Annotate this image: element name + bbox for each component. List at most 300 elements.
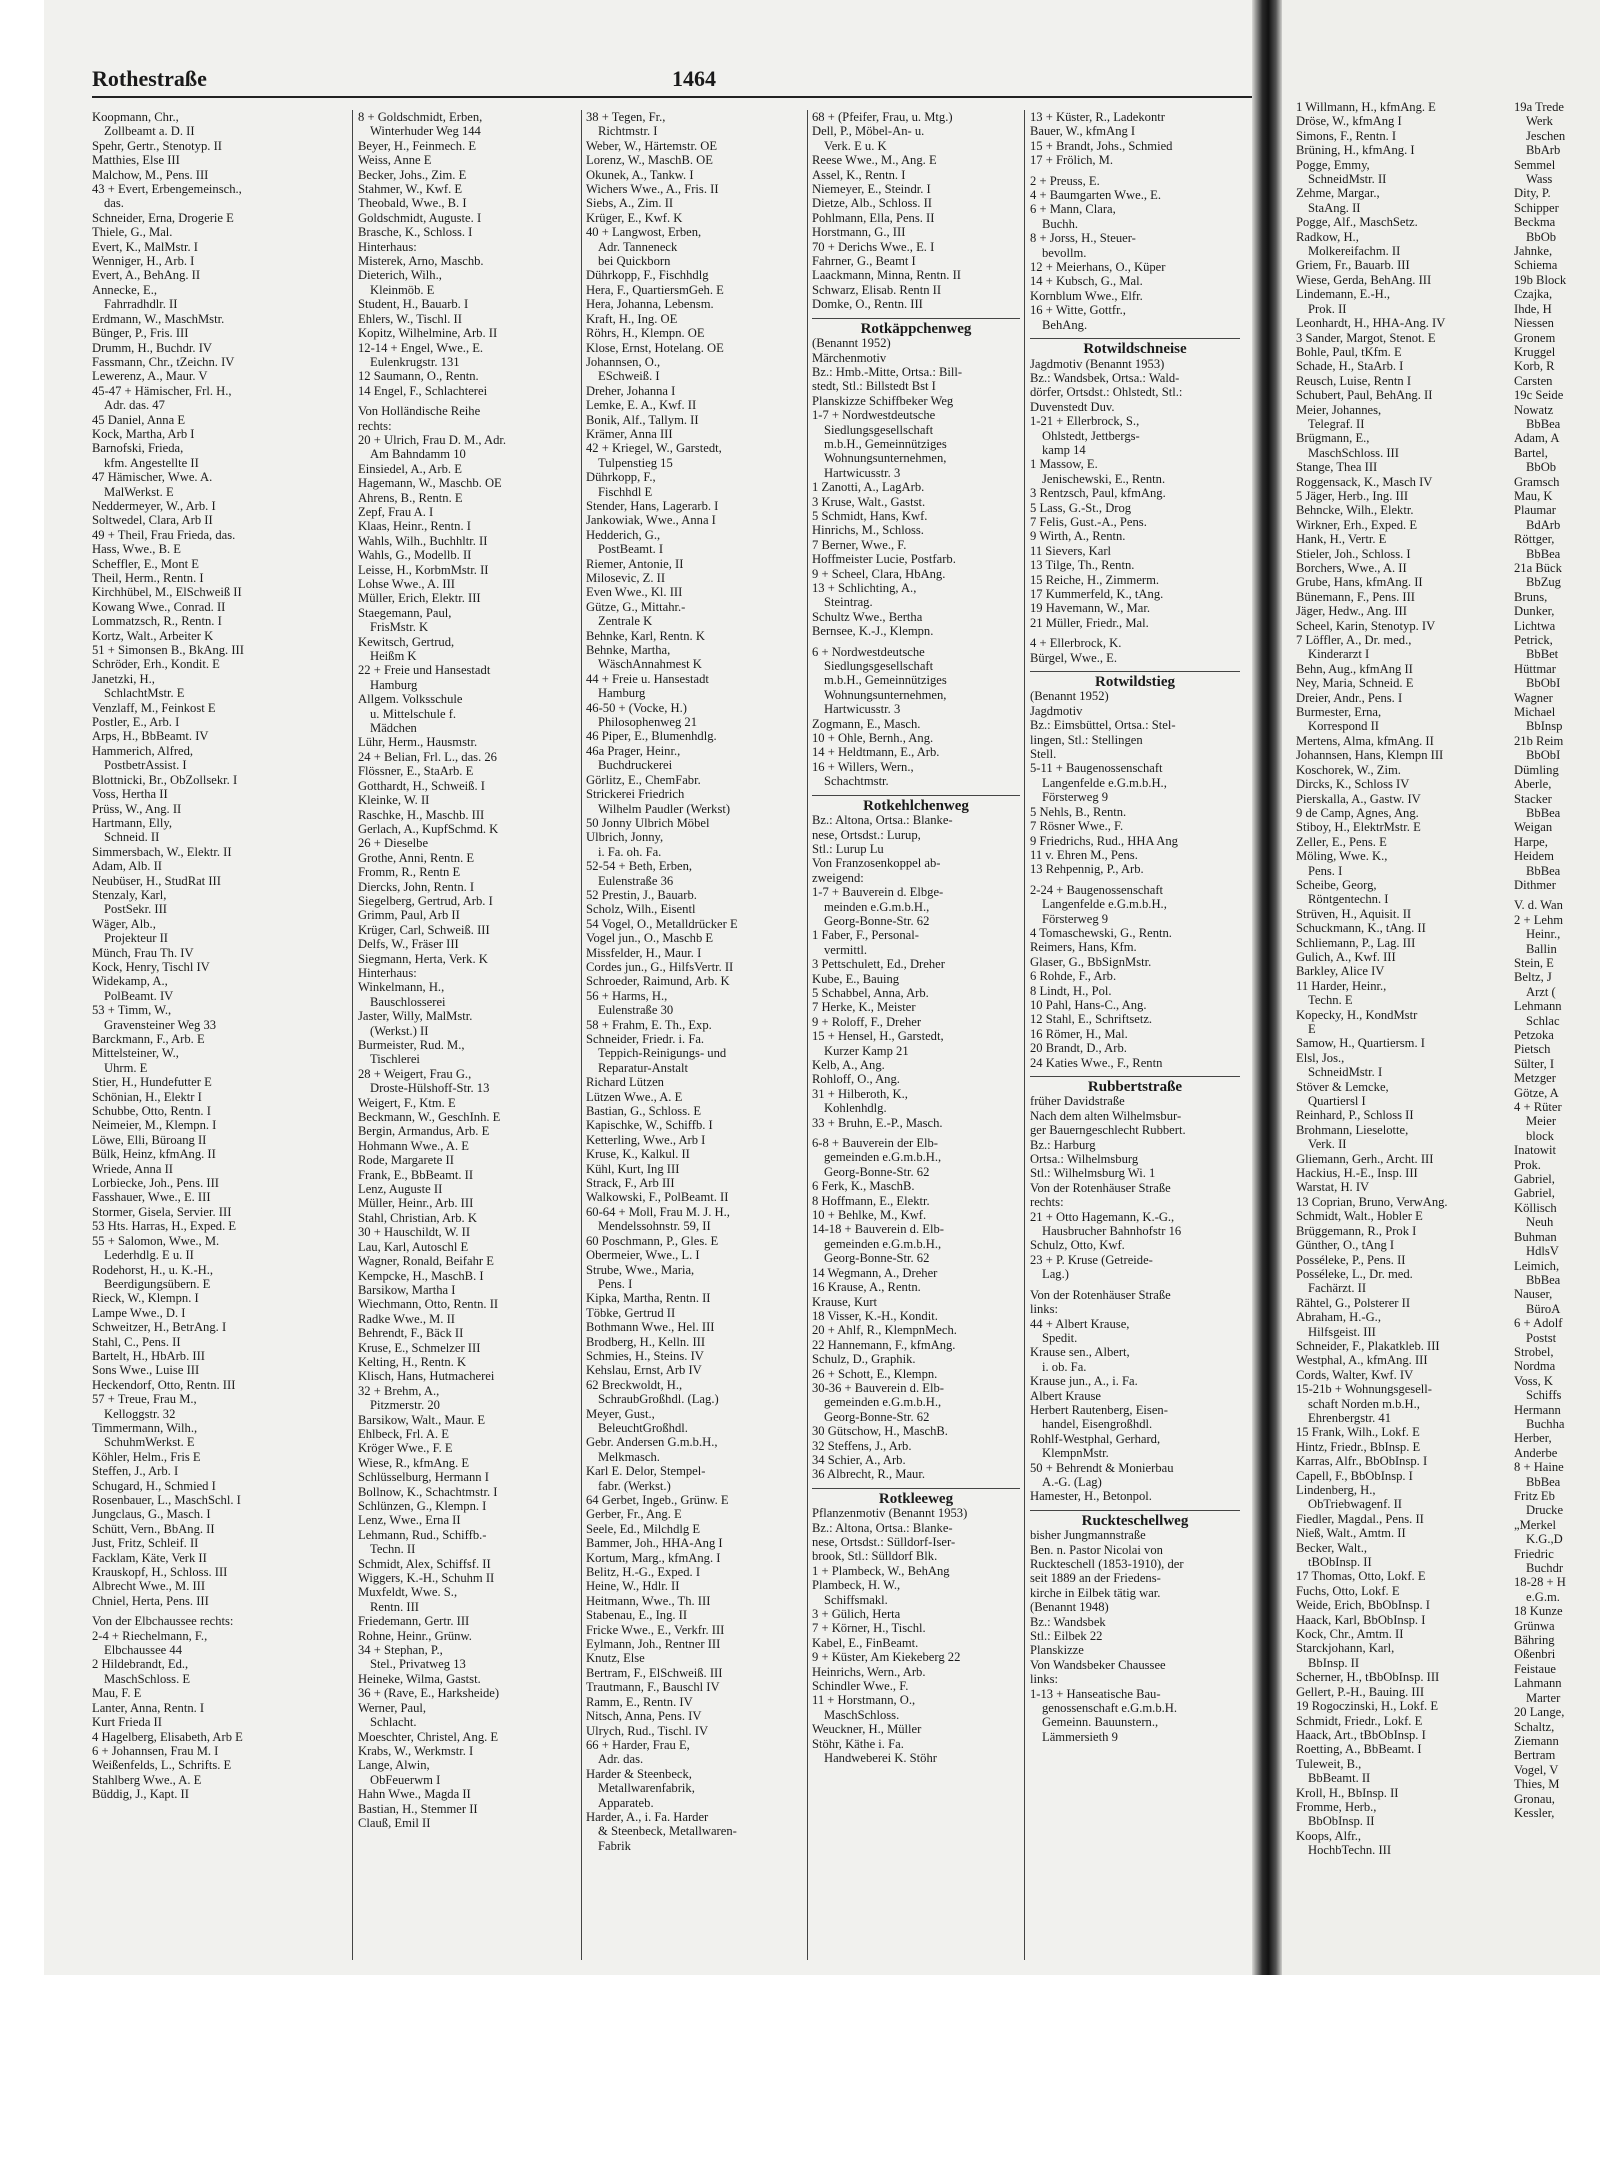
directory-entry: Röhrs, H., Klempn. OE — [586, 326, 705, 341]
directory-entry: Bertram — [1514, 1748, 1556, 1763]
directory-entry: Buchdr — [1526, 1561, 1564, 1576]
directory-entry: 4 + Rüter — [1514, 1100, 1562, 1115]
directory-entry: Neddermeyer, W., Arb. I — [92, 498, 216, 513]
directory-entry: Brasche, K., Schloss. I — [358, 225, 473, 240]
directory-entry: Verk. II — [1308, 1137, 1347, 1152]
directory-entry: Eulenkrugstr. 131 — [370, 354, 460, 369]
directory-entry: Petrick, — [1514, 633, 1553, 648]
column-3 — [586, 110, 804, 1960]
directory-entry: Anderbe — [1514, 1445, 1558, 1460]
directory-entry: Schulz, D., Graphik. — [812, 1352, 916, 1367]
directory-entry: Bernsee, K.-J., Klempn. — [812, 624, 934, 639]
directory-entry: K.G.,D — [1526, 1532, 1563, 1547]
directory-entry: kfm. Angestellte II — [104, 455, 199, 470]
directory-entry: 2-4 + Riechelmann, F., — [92, 1628, 208, 1643]
directory-entry: Roggensack, K., Masch IV — [1296, 474, 1433, 489]
directory-entry: BüroA — [1526, 1301, 1561, 1316]
directory-entry: Barkley, Alice IV — [1296, 964, 1385, 979]
directory-entry: 7 Rösner Wwe., F. — [1030, 819, 1124, 834]
directory-entry: Bähring — [1514, 1633, 1555, 1648]
directory-entry: Klaas, Heinr., Rentn. I — [358, 519, 471, 534]
directory-entry: Hartwicusstr. 3 — [824, 465, 901, 480]
directory-entry: 2-24 + Baugenossenschaft — [1030, 882, 1164, 897]
directory-entry: Nordma — [1514, 1359, 1556, 1374]
directory-entry: Zeller, E., Pens. E — [1296, 834, 1387, 849]
directory-entry: 18-28 + H — [1514, 1575, 1566, 1590]
directory-entry: Karras, Alfr., BbObInsp. I — [1296, 1454, 1428, 1469]
directory-entry: Leisse, H., KorbmMstr. II — [358, 562, 489, 577]
directory-entry: Nieß, Walt., Amtm. II — [1296, 1526, 1406, 1541]
directory-entry: Evert, K., MalMstr. I — [92, 239, 198, 254]
directory-entry: Stöver & Lemcke, — [1296, 1079, 1389, 1094]
directory-entry: Bz.: Altona, Ortsa.: Blanke- — [812, 1520, 953, 1535]
directory-entry: Brohmann, Lieselotte, — [1296, 1122, 1409, 1137]
directory-entry: 50 Jonny Ulbrich Möbel — [586, 815, 710, 830]
directory-entry: Lag.) — [1042, 1267, 1069, 1282]
directory-entry: Schmidt, Alex, Schiffsf. II — [358, 1556, 491, 1571]
directory-entry: Pens. I — [598, 1276, 633, 1291]
directory-entry: 34 Schier, A., Arb. — [812, 1452, 906, 1467]
directory-entry: V. d. Wan — [1514, 898, 1563, 913]
directory-entry: Werner, Paul, — [358, 1700, 427, 1715]
directory-entry: BeleuchtGroßhdl. — [598, 1420, 688, 1435]
directory-entry: Becker, Walt., — [1296, 1540, 1367, 1555]
directory-entry: Töbke, Gertrud II — [586, 1305, 676, 1320]
directory-entry: Scheibe, Georg, — [1296, 877, 1377, 892]
directory-entry: 19b Block — [1514, 272, 1567, 287]
directory-entry: Duvenstedt Duv. — [1030, 399, 1115, 414]
directory-entry: 42 + Kriegel, W., Garstedt, — [586, 441, 722, 456]
directory-entry: 2 Hildebrandt, Ed., — [92, 1657, 189, 1672]
directory-entry: Stl.: Lurup Lu — [812, 841, 884, 856]
column-5 — [1030, 110, 1240, 1960]
directory-entry: Reimers, Hans, Kfm. — [1030, 940, 1137, 955]
directory-entry: Staegemann, Paul, — [358, 605, 452, 620]
directory-entry: Schneider, Friedr. i. Fa. — [586, 1032, 705, 1046]
directory-entry: schaft Norden m.b.H., — [1308, 1396, 1420, 1411]
directory-entry: Stender, Hans, Lagerarb. I — [586, 498, 719, 513]
directory-entry: Fachärzt. II — [1308, 1281, 1367, 1296]
directory-entry: Hintz, Friedr., BbInsp. E — [1296, 1439, 1421, 1454]
directory-entry: 16 Krause, A., Rentn. — [812, 1280, 921, 1295]
directory-entry: KlempnMstr. — [1042, 1446, 1109, 1461]
directory-entry: 13 Tilge, Th., Rentn. — [1030, 558, 1135, 573]
directory-entry: Niessen — [1514, 316, 1554, 331]
directory-entry: Steintrag. — [824, 595, 873, 610]
directory-entry: Milosevic, Z. II — [586, 571, 666, 585]
directory-entry: Goldschmidt, Auguste. I — [358, 210, 482, 225]
directory-entry: bei Quickborn — [598, 254, 671, 269]
directory-entry: Am Bahndamm 10 — [370, 447, 466, 462]
directory-entry: Von Holländische Reihe — [358, 404, 481, 419]
directory-entry: Bürgel, Wwe., E. — [1030, 650, 1117, 665]
directory-entry: gemeinden e.G.m.b.H., — [824, 1150, 942, 1165]
directory-entry: Heidem — [1514, 849, 1554, 864]
directory-entry: Lederhdlg. E u. II — [104, 1248, 194, 1263]
directory-entry: Johannsen, Hans, Klempn III — [1296, 748, 1444, 763]
directory-entry: Brügmann, E., — [1296, 431, 1370, 446]
directory-entry: Albert Krause — [1030, 1388, 1101, 1403]
directory-entry: Lorenz, W., MaschB. OE — [586, 153, 713, 168]
directory-entry: MaschSchloss. III — [1308, 445, 1399, 460]
directory-entry: Jäger, Hedw., Ang. III — [1296, 604, 1407, 619]
directory-entry: Pohlmann, Ella, Pens. II — [812, 210, 935, 225]
directory-entry: PolBeamt. IV — [104, 988, 174, 1003]
directory-entry: Gulich, A., Kwf. III — [1296, 949, 1396, 964]
directory-entry: BbBea — [1526, 863, 1561, 878]
directory-entry: 15 + Hensel, H., Garstedt, — [812, 1029, 944, 1044]
directory-entry: Muxfeldt, Wwe. S., — [358, 1585, 458, 1600]
directory-entry: Jenischewski, E., Rentn. — [1042, 471, 1166, 486]
directory-entry: bevollm. — [1042, 245, 1087, 260]
directory-entry: 28 + Weigert, Frau G., — [358, 1066, 472, 1081]
directory-entry: 1 Zanotti, A., LagArb. — [812, 480, 925, 495]
directory-entry: Wenniger, H., Arb. I — [92, 254, 195, 269]
directory-entry: 16 Römer, H., Mal. — [1030, 1026, 1128, 1041]
directory-entry: Drucke — [1526, 1503, 1564, 1518]
directory-entry: Schröder, Erh., Kondit. E — [92, 657, 220, 672]
directory-entry: Schubert, Paul, BehAng. II — [1296, 388, 1433, 403]
directory-entry: Verk. E u. K — [824, 138, 887, 153]
directory-entry: Pens. I — [1308, 863, 1343, 878]
directory-entry: Klose, Ernst, Hotelang. OE — [586, 340, 724, 355]
directory-entry: Burmester, Erna, — [1296, 705, 1382, 720]
directory-entry: 20 Lange, — [1514, 1705, 1565, 1720]
column-rule — [581, 110, 582, 1960]
directory-entry: 51 + Simonsen B., BkAng. III — [92, 643, 244, 658]
directory-entry: Janetzki, H., — [92, 671, 155, 686]
directory-entry: Scherner, H., tBbObInsp. III — [1296, 1670, 1440, 1685]
directory-entry: Barsikow, Martha I — [358, 1282, 456, 1297]
directory-entry: Hausbrucher Bahnhofstr 16 — [1042, 1224, 1182, 1239]
directory-entry: Hinrichs, M., Schloss. — [812, 523, 924, 538]
directory-entry: Bastian, G., Schloss. E — [586, 1104, 702, 1119]
directory-entry: 21b Reim — [1514, 733, 1564, 748]
directory-entry: BbOb — [1526, 229, 1557, 244]
directory-entry: BehAng. — [1042, 317, 1088, 332]
directory-entry: Droste-Hülshoff-Str. 13 — [370, 1081, 490, 1096]
directory-entry: 23 + P. Kruse (Getreide- — [1030, 1252, 1153, 1267]
directory-entry: Richard Lützen — [586, 1075, 664, 1090]
column-4 — [812, 110, 1020, 1960]
directory-entry: Stahlberg Wwe., A. E — [92, 1772, 202, 1787]
directory-entry: Siedlungsgesellschaft — [824, 659, 934, 674]
directory-entry: 32 + Brehm, A., — [358, 1383, 440, 1398]
directory-entry: BbObI — [1526, 748, 1561, 763]
directory-entry: BbBea — [1526, 546, 1561, 561]
directory-entry: BbBeamt. II — [1308, 1771, 1371, 1786]
directory-entry: Grube, Hans, kfmAng. II — [1296, 575, 1423, 590]
directory-entry: Frank, E., BbBeamt. II — [358, 1167, 474, 1182]
directory-entry: ObFeuerwm I — [370, 1772, 441, 1787]
directory-entry: Rosenbauer, L., MaschSchl. I — [92, 1493, 241, 1507]
directory-entry: Schiffsmakl. — [824, 1592, 888, 1607]
directory-entry: Klisch, Hans, Hutmacherei — [358, 1369, 495, 1384]
directory-entry: Rodehorst, H., u. K.-H., — [92, 1262, 214, 1277]
directory-entry: 36 Albrecht, R., Maur. — [812, 1467, 925, 1482]
directory-entry: Assel, K., Rentn. I — [812, 167, 906, 182]
directory-entry: Behncke, Wilh., Elektr. — [1296, 503, 1414, 518]
directory-entry: Bonik, Alf., Tallym. II — [586, 412, 699, 427]
directory-entry: Kapischke, W., Schiffb. I — [586, 1118, 713, 1133]
directory-entry: Marter — [1526, 1690, 1561, 1705]
directory-entry: Postler, E., Arb. I — [92, 715, 180, 730]
directory-entry: Stier, H., Hundefutter E — [92, 1075, 212, 1090]
directory-entry: Schneid. II — [104, 830, 160, 845]
directory-entry: Hamester, H., Betonpol. — [1030, 1489, 1152, 1504]
directory-entry: Schade, H., StaArb. I — [1296, 359, 1404, 374]
directory-entry: Adam, A — [1514, 431, 1560, 446]
directory-entry: Wohnungsunternehmen, — [824, 451, 947, 466]
directory-entry: 43 + Evert, Erbengemeinsch., — [92, 182, 242, 197]
directory-entry: früher Davidstraße — [1030, 1094, 1125, 1109]
directory-entry: Heine, W., Hdlr. II — [586, 1579, 680, 1594]
directory-entry: 9 Wirth, A., Rentn. — [1030, 529, 1126, 544]
directory-entry: 6 Ferk, K., MaschB. — [812, 1179, 915, 1194]
directory-entry: Nowatz — [1514, 402, 1554, 417]
directory-entry: Dithmer — [1514, 877, 1556, 892]
column-2 — [358, 110, 578, 1960]
directory-entry: Even Wwe., Kl. III — [586, 585, 683, 600]
scan-margin — [0, 0, 44, 2177]
directory-entry: Ehrenbergstr. 41 — [1308, 1410, 1392, 1425]
directory-entry: Mendelssohnstr. 59, II — [598, 1219, 711, 1234]
directory-entry: 13 Coprian, Bruno, VerwAng. — [1296, 1194, 1448, 1209]
directory-entry: 19 Havemann, W., Mar. — [1030, 601, 1150, 616]
directory-entry: Von Franzosenkoppel ab- — [812, 856, 941, 871]
directory-entry: Wass — [1526, 172, 1553, 187]
directory-entry: 2 + Preuss, E. — [1030, 173, 1100, 188]
directory-entry: 1 Willmann, H., kfmAng. E — [1296, 100, 1436, 114]
directory-entry: 10 + Behlke, M., Kwf. — [812, 1208, 927, 1223]
directory-entry: Scheel, Karin, Stenotyp. IV — [1296, 618, 1436, 633]
directory-entry: 64 Gerbet, Ingeb., Grünw. E — [586, 1493, 729, 1507]
directory-entry: Gotthardt, H., Schweiß. I — [358, 778, 485, 793]
directory-entry: links: — [1030, 1302, 1058, 1317]
directory-entry: Zepf, Frau A. I — [358, 504, 434, 519]
directory-entry: 4 + Baumgarten Wwe., E. — [1030, 188, 1162, 203]
directory-entry: Stiboy, H., ElektrMstr. E — [1296, 820, 1421, 835]
directory-entry: Wagner, Ronald, Beifahr E — [358, 1254, 494, 1269]
directory-entry: Jankowiak, Wwe., Anna I — [586, 513, 716, 528]
directory-entry: Lenz, Auguste II — [358, 1182, 443, 1197]
directory-entry: Harpe, — [1514, 834, 1548, 849]
directory-entry: Büddig, J., Kapt. II — [92, 1787, 189, 1802]
directory-entry: SchneidMstr. II — [1308, 172, 1387, 187]
directory-entry: Apparateb. — [598, 1795, 654, 1810]
directory-entry: 55 + Salomon, Wwe., M. — [92, 1233, 220, 1248]
directory-entry: Hagemann, W., Maschb. OE — [358, 476, 502, 491]
directory-entry: Götze, A — [1514, 1085, 1559, 1100]
directory-entry: Kornblum Wwe., Elfr. — [1030, 288, 1143, 303]
directory-entry: Stacker — [1514, 791, 1552, 806]
directory-entry: Dunker, — [1514, 604, 1555, 619]
directory-entry: 16 + Witte, Gottfr., — [1030, 303, 1126, 318]
directory-entry: Beyer, H., Feinmech. E — [358, 138, 477, 153]
directory-entry: Lindenberg, H., — [1296, 1483, 1376, 1497]
directory-entry: Hinterhaus: — [358, 239, 417, 254]
directory-entry: Dieterich, Wilh., — [358, 268, 442, 283]
directory-entry: Ballin — [1526, 941, 1557, 956]
directory-entry: Kurzer Kamp 21 — [824, 1043, 909, 1058]
directory-entry: Kopitz, Wilhelmine, Arb. II — [358, 326, 498, 341]
directory-entry: Barckmann, F., Arb. E — [92, 1032, 205, 1046]
directory-entry: 3 Sander, Margot, Stenot. E — [1296, 330, 1436, 345]
directory-entry: Jungclaus, G., Masch. I — [92, 1507, 211, 1522]
directory-entry: Samow, H., Quartiersm. I — [1296, 1036, 1425, 1051]
directory-entry: Ehlbeck, Frl. A. E — [358, 1426, 449, 1441]
directory-entry: 24 + Belian, Frl. L., das. 26 — [358, 749, 497, 764]
directory-entry: Hackius, H.-E., Insp. III — [1296, 1166, 1418, 1181]
directory-entry: Lewerenz, A., Maur. V — [92, 369, 208, 384]
directory-entry: Kruse, E., Schmelzer III — [358, 1340, 481, 1355]
directory-entry: Kock, Martha, Arb I — [92, 426, 195, 441]
directory-entry: Bammer, Joh., HHA-Ang I — [586, 1536, 723, 1551]
directory-entry: BbObInsp. II — [1308, 1814, 1375, 1829]
directory-entry: Dircks, K., Schloss IV — [1296, 777, 1410, 792]
directory-entry: 7 + Körner, H., Tischl. — [812, 1621, 926, 1636]
directory-entry: Lehmann — [1514, 999, 1562, 1014]
directory-entry: BdArb — [1526, 517, 1561, 532]
street-heading: Rotwildschneise — [1030, 338, 1240, 356]
directory-entry: 45-47 + Hämischer, Frl. H., — [92, 383, 232, 398]
directory-entry: Schmidt, Walt., Hobler E — [1296, 1209, 1423, 1224]
directory-entry: 30 + Hauschildt, W. II — [358, 1225, 471, 1240]
directory-entry: Grünwa — [1514, 1618, 1555, 1633]
directory-entry: Steffen, J., Arb. I — [92, 1464, 179, 1479]
directory-entry: Fiedler, Magdal., Pens. II — [1296, 1511, 1424, 1526]
directory-entry: Stl.: Wilhelmsburg Wi. 1 — [1030, 1166, 1156, 1181]
directory-entry: Melkmasch. — [598, 1449, 660, 1464]
directory-entry: Krämer, Anna III — [586, 426, 673, 441]
directory-entry: Drumm, H., Buchdr. IV — [92, 340, 212, 355]
directory-entry: Hank, H., Vertr. E — [1296, 532, 1387, 547]
directory-entry: Fahrradhdlr. II — [104, 297, 178, 312]
directory-entry: Rähtel, G., Polsterer II — [1296, 1295, 1411, 1310]
directory-entry: nese, Ortsdst.: Sülldorf-Iser- — [812, 1535, 956, 1549]
directory-entry: Misterek, Arno, Maschb. — [358, 254, 484, 269]
directory-entry: Tulpenstieg 15 — [598, 455, 673, 470]
directory-entry: Behrendt, F., Bäck II — [358, 1326, 464, 1341]
directory-entry: Okunek, A., Tankw. I — [586, 167, 694, 182]
directory-entry: 17 Thomas, Otto, Lokf. E — [1296, 1569, 1426, 1584]
directory-entry: Ahrens, B., Rentn. E — [358, 490, 463, 505]
directory-entry: Kabel, E., FinBeamt. — [812, 1635, 919, 1650]
directory-entry: Blottnicki, Br., ObZollsekr. I — [92, 772, 238, 787]
directory-entry: 16 + Willers, Wern., — [812, 759, 914, 774]
directory-entry: Stieler, Joh., Schloss. I — [1296, 546, 1411, 561]
directory-entry: Warstat, H. IV — [1296, 1180, 1370, 1195]
directory-entry: (Benannt 1952) — [812, 336, 891, 351]
directory-entry: Vogel jun., O., Maschb E — [586, 931, 714, 946]
directory-entry: seit 1889 an der Friedens- — [1030, 1571, 1161, 1586]
directory-entry: Rohlf-Westphal, Gerhard, — [1030, 1431, 1161, 1446]
directory-entry: 60 Poschmann, P., Gles. E — [586, 1233, 719, 1248]
directory-entry: 19c Seide — [1514, 388, 1564, 403]
directory-entry: Dümling — [1514, 762, 1559, 777]
directory-entry: Tuleweit, B., — [1296, 1756, 1362, 1771]
directory-entry: Theobald, Wwe., B. I — [358, 196, 467, 211]
directory-entry: Schneider, F., Plakatkleb. III — [1296, 1338, 1440, 1353]
directory-entry: Brüning, H., kfmAng. I — [1296, 143, 1415, 158]
directory-entry: Lohse Wwe., A. III — [358, 577, 455, 591]
directory-entry: Eulenstraße 30 — [598, 1003, 674, 1018]
directory-entry: 11 v. Ehren M., Pens. — [1030, 847, 1138, 862]
directory-entry: Annecke, E., — [92, 282, 158, 297]
directory-entry: 8 + Haine — [1514, 1460, 1564, 1475]
directory-entry: Hermann — [1514, 1402, 1561, 1417]
directory-entry: m.b.H., Gemeinnütziges — [824, 673, 947, 688]
directory-entry: Zogmann, E., Masch. — [812, 716, 921, 731]
directory-entry: Kühl, Kurt, Ing III — [586, 1161, 680, 1176]
directory-entry: 36 + (Rave, E., Harksheide) — [358, 1686, 500, 1701]
directory-entry: Soltwedel, Clara, Arb II — [92, 513, 213, 528]
directory-entry: Fuchs, Otto, Lokf. E — [1296, 1583, 1400, 1598]
directory-entry: Heitmann, Wwe., Th. III — [586, 1593, 711, 1608]
directory-entry: Gronau, — [1514, 1791, 1555, 1806]
directory-entry: Dröse, W., kfmAng I — [1296, 114, 1402, 129]
directory-entry: 5 Jäger, Herb., Ing. III — [1296, 488, 1409, 503]
directory-entry: Flössner, E., StaArb. E — [358, 764, 474, 779]
directory-entry: Albrecht Wwe., M. III — [92, 1579, 206, 1594]
directory-entry: Fromme, Herb., — [1296, 1799, 1377, 1814]
directory-entry: Zollbeamt a. D. II — [104, 124, 195, 139]
directory-entry: Kelloggstr. 32 — [104, 1406, 176, 1421]
directory-entry: Röntgentechn. I — [1308, 892, 1389, 907]
directory-entry: Lampe Wwe., D. I — [92, 1305, 186, 1320]
directory-entry: Barsikow, Walt., Maur. E — [358, 1412, 486, 1427]
directory-entry: Lau, Karl, Autoschl E — [358, 1239, 469, 1254]
directory-entry: Försterweg 9 — [1042, 911, 1109, 926]
directory-entry: 13 + Küster, R., Ladekontr — [1030, 110, 1165, 124]
directory-entry: 5 Schabbel, Anna, Arb. — [812, 985, 929, 1000]
directory-entry: BbBet — [1526, 647, 1559, 662]
directory-entry: Brodberg, H., Kelln. III — [586, 1334, 706, 1349]
directory-entry: Griem, Fr., Bauarb. III — [1296, 258, 1410, 273]
directory-entry: Uhrm. E — [104, 1060, 148, 1075]
directory-entry: links: — [1030, 1672, 1058, 1687]
directory-entry: 54 Vogel, O., Metalldrücker E — [586, 916, 738, 931]
directory-entry: Ulbrich, Jonny, — [586, 830, 664, 845]
directory-entry: Pogge, Emmy, — [1296, 157, 1370, 172]
directory-entry: Stabenau, E., Ing. II — [586, 1608, 688, 1623]
directory-entry: ger Bauerngeschlecht Rubbert. — [1030, 1123, 1186, 1138]
directory-entry: Rentn. III — [370, 1599, 419, 1614]
directory-entry: 14 Engel, F., Schlachterei — [358, 383, 488, 398]
directory-entry: 46 Piper, E., Blumenhdlg. — [586, 729, 717, 744]
directory-entry: Molkereifachm. II — [1308, 244, 1401, 259]
directory-entry: Kruse, K., Kalkul. II — [586, 1147, 690, 1162]
directory-entry: Hohmann Wwe., A. E — [358, 1138, 469, 1153]
directory-entry: Bz.: Hmb.-Mitte, Ortsa.: Bill- — [812, 364, 963, 379]
directory-entry: 31 + Hilberoth, K., — [812, 1086, 908, 1101]
directory-entry: Richtmstr. I — [598, 124, 658, 139]
directory-entry: 58 + Frahm, E. Th., Exp. — [586, 1017, 712, 1032]
directory-entry: Jaster, Willy, MalMstr. — [358, 1009, 473, 1024]
directory-entry: Schmidt, Friedr., Lokf. E — [1296, 1713, 1423, 1728]
directory-entry: Obermeier, Wwe., L. I — [586, 1248, 700, 1263]
directory-entry: Wiechmann, Otto, Rentn. II — [358, 1297, 499, 1312]
directory-entry: Allgem. Volksschule — [358, 692, 463, 707]
column-rule — [807, 110, 808, 1960]
directory-entry: 1-13 + Hanseatische Bau- — [1030, 1686, 1161, 1701]
directory-entry: SchuhmWerkst. E — [104, 1435, 195, 1450]
directory-entry: Posséleke, P., Pens. II — [1296, 1252, 1406, 1267]
directory-entry: Teppich-Reinigungs- und — [598, 1046, 727, 1061]
directory-entry: Siegmann, Herta, Verk. K — [358, 951, 488, 966]
directory-entry: BbObI — [1526, 676, 1561, 691]
directory-entry: Lanter, Anna, Rentn. I — [92, 1700, 205, 1715]
